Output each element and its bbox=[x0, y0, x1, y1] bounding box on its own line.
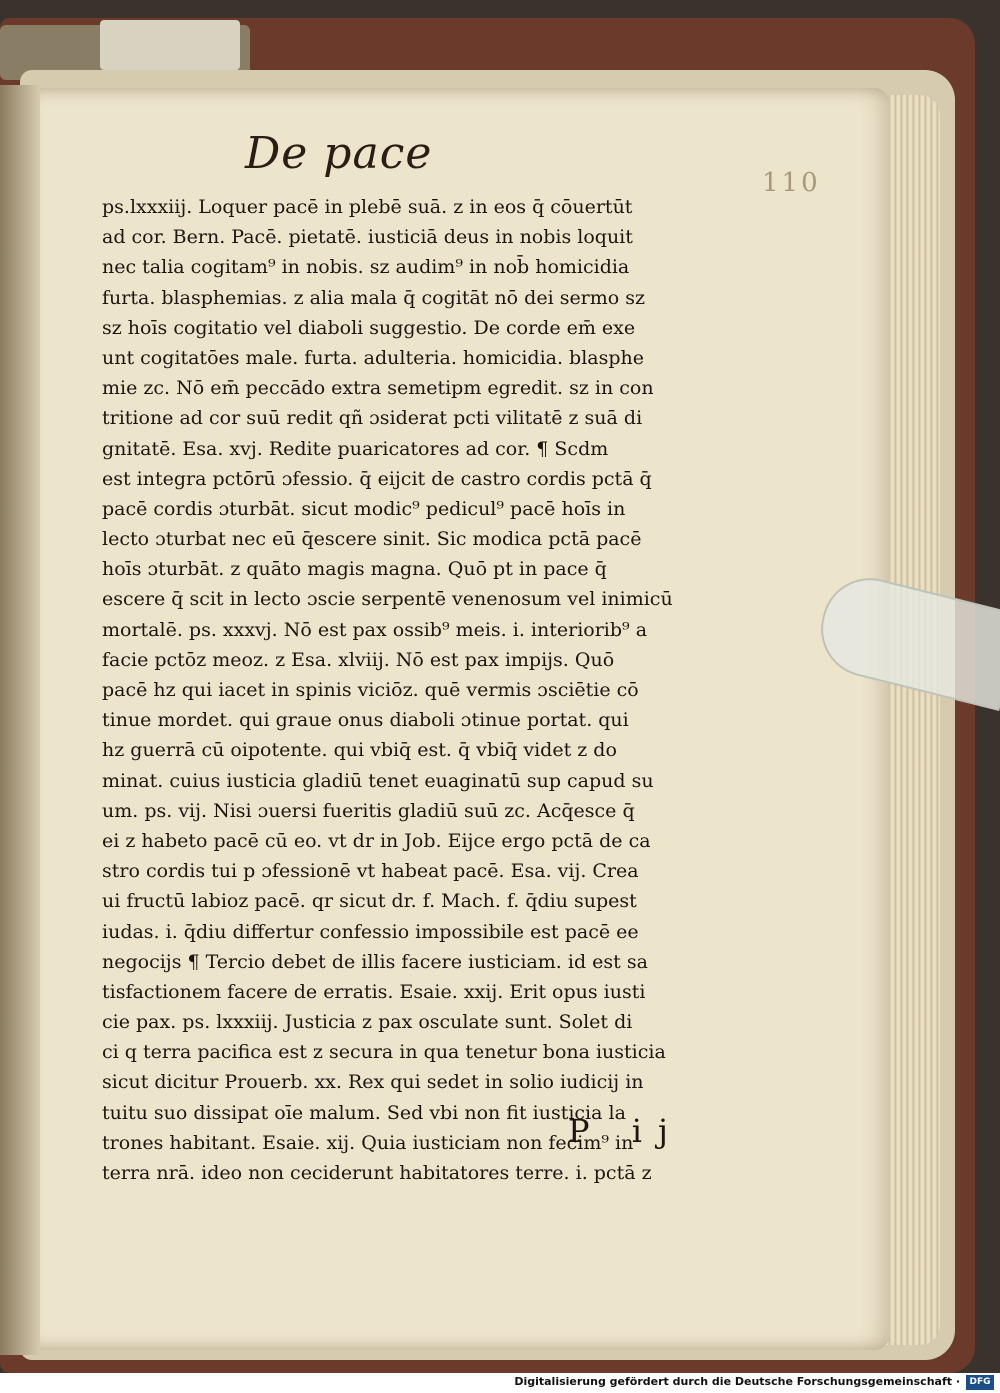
text-line: tisfactionem facere de erratis. Esaie. xxij. Erit opus iusti bbox=[102, 980, 646, 1003]
text-line: escere q̄ scit in lecto ɔscie serpentē venenosum vel inimicū bbox=[102, 588, 673, 611]
text-line: ci q terra pacifica est z secura in qua tenetur bona iusticia bbox=[102, 1041, 666, 1064]
text-block bbox=[102, 192, 714, 1188]
handwritten-heading: De pace bbox=[245, 128, 433, 179]
text-line: furta. blasphemias. z alia mala q̄ cogitāt nō dei sermo sz bbox=[102, 286, 646, 309]
text-line: trones habitant. Esaie. xij. Quia iusticiam non fecim⁹ in bbox=[102, 1131, 634, 1154]
signature-mark: P ij bbox=[568, 1112, 684, 1150]
text-line: negocijs ¶ Tercio debet de illis facere iusticiam. id est sa bbox=[102, 950, 648, 973]
dfg-logo: DFG bbox=[966, 1375, 994, 1390]
text-line: tinue mordet. qui graue onus diaboli ɔtinue portat. qui bbox=[102, 709, 629, 732]
text-line: ui fructū labioz pacē. qr sicut dr. f. Mach. f. q̄diu supest bbox=[102, 890, 637, 913]
text-line: stro cordis tui p ɔfessionē vt habeat pacē. Esa. vij. Crea bbox=[102, 860, 639, 883]
text-line: cie pax. ps. lxxxiij. Justicia z pax osculate sunt. Solet di bbox=[102, 1011, 633, 1034]
text-line: pacē hz qui iacet in spinis viciōz. quē vermis ɔsciētie cō bbox=[102, 679, 639, 701]
text-line: um. ps. vij. Nisi ɔuersi fueritis gladiū suū zc. Acq̄esce q̄ bbox=[102, 799, 635, 822]
footer-credit: Digitalisierung gefördert durch die Deutsche Forschungsgemeinschaft · bbox=[514, 1375, 960, 1388]
text-line: tritione ad cor suū redit qñ ɔsiderat pcti vilitatē z suā di bbox=[102, 407, 643, 430]
text-line: sicut dicitur Prouerb. xx. Rex qui sedet in solio iudicij in bbox=[102, 1071, 644, 1094]
text-line: gnitatē. Esa. xvj. Redite puaricatores ad cor. ¶ Scdm bbox=[102, 437, 609, 460]
text-line: est integra pctōrū ɔfessio. q̄ eijcit de castro cordis pctā q̄ bbox=[102, 467, 652, 490]
page-stack bbox=[885, 95, 940, 1345]
text-line: hz guerrā cū oipotente. qui vbiq̄ est. q̄ vbiq̄ videt z do bbox=[102, 739, 617, 762]
text-line: pacē cordis ɔturbāt. sicut modic⁹ pedicul⁹ pacē hoīs in bbox=[102, 497, 626, 520]
text-line: mortalē. ps. xxxvj. Nō est pax ossib⁹ meis. i. interiorib⁹ a bbox=[102, 618, 648, 641]
folio-number: 110 bbox=[762, 168, 821, 198]
text-line: tuitu suo dissipat oīe malum. Sed vbi non fit iusticia la bbox=[102, 1101, 626, 1124]
text-line: nec talia cogitam⁹ in nobis. sz audim⁹ in nob̄ homicidia bbox=[102, 256, 630, 279]
text-line: ps.lxxxiij. Loquer pacē in plebē suā. z in eos q̄ cōuertūt bbox=[102, 196, 633, 218]
text-line: hoīs ɔturbāt. z quāto magis magna. Quō pt in pace q̄ bbox=[102, 558, 607, 581]
text-line: unt cogitatōes male. furta. adulteria. homicidia. blasphe bbox=[102, 346, 645, 369]
text-line: facie pctōz meoz. z Esa. xlviij. Nō est pax impijs. Quō bbox=[102, 648, 615, 671]
text-line: mie zc. Nō em̄ peccādo extra semetipm egredit. sz in con bbox=[102, 377, 654, 400]
text-line: minat. cuius iusticia gladiū tenet euaginatū sup capud su bbox=[102, 769, 654, 792]
text-line: terra nrā. ideo non ceciderunt habitatores terre. i. pctā z bbox=[102, 1162, 652, 1184]
text-line: ei z habeto pacē cū eo. vt dr in Job. Eijce ergo pctā de ca bbox=[102, 829, 651, 852]
text-line: sz hoīs cogitatio vel diaboli suggestio. De corde em̄ exe bbox=[102, 316, 636, 339]
text-line: lecto ɔturbat nec eū q̄escere sinit. Sic modica pctā pacē bbox=[102, 528, 642, 551]
text-line: ad cor. Bern. Pacē. pietatē. iusticiā deus in nobis loquit bbox=[102, 226, 633, 249]
spine-label bbox=[100, 20, 240, 70]
gutter-shadow bbox=[0, 85, 40, 1355]
text-line: iudas. i. q̄diu differtur confessio impossibile est pacē ee bbox=[102, 920, 639, 943]
